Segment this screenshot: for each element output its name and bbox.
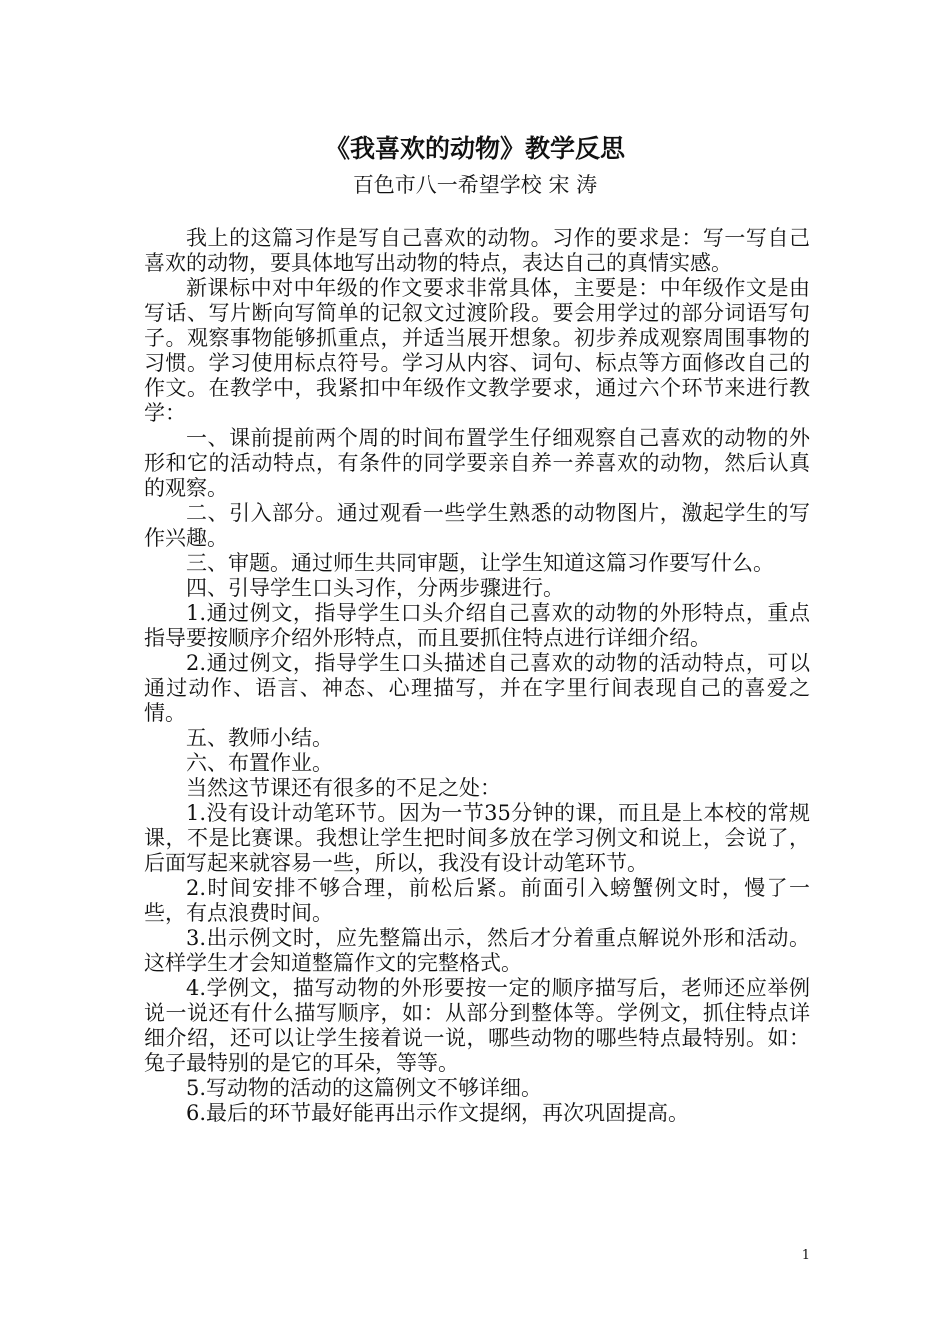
paragraph: 4.学例文，描写动物的外形要按一定的顺序描写后，老师还应举例说一说还有什么描写顺序，如：从部分到整体等。学例文，抓住特点详细介绍，还可以让学生接着说一说，哪些动物的哪些特点最特别。如：兔子最特别的是它的耳朵，等等。 [144, 976, 810, 1075]
paragraph: 五、教师小结。 [186, 726, 333, 750]
paragraph: 当然这节课还有很多的不足之处： [186, 776, 501, 800]
paragraph: 新课标中对中年级的作文要求非常具体，主要是：中年级作文是由写话、写片断向写简单的记叙文过渡阶段。要会用学过的部分词语写句子。观察事物能够抓重点，并适当展开想象。初步养成观察周围事物的习惯。学习使用标点符号。学习从内容、词句、标点等方面修改自己的作文。在教学中，我紧扣中年级作文教学要求，通过六个环节来进行教学： [144, 276, 810, 425]
paragraph: 三、审题。通过师生共同审题，让学生知道这篇习作要写什么。 [186, 551, 774, 575]
paragraph: 5.写动物的活动的这篇例文不够详细。 [186, 1076, 543, 1100]
paragraph: 1.通过例文，指导学生口头介绍自己喜欢的动物的外形特点，重点指导要按顺序介绍外形特点，而且要抓住特点进行详细介绍。 [144, 601, 810, 650]
document-body [144, 226, 810, 1126]
paragraph: 1.没有设计动笔环节。因为一节35分钟的课，而且是上本校的常规课，不是比赛课。我想让学生把时间多放在学习例文和说上，会说了，后面写起来就容易一些，所以，我没有设计动笔环节。 [144, 801, 810, 875]
document-title: 《我喜欢的动物》教学反思 [324, 134, 625, 163]
document-author: 百色市八一希望学校 宋 涛 [352, 173, 598, 197]
paragraph: 二、引入部分。通过观看一些学生熟悉的动物图片，激起学生的写作兴趣。 [144, 501, 810, 550]
paragraph: 3.出示例文时，应先整篇出示，然后才分着重点解说外形和活动。这样学生才会知道整篇作文的完整格式。 [144, 926, 810, 975]
paragraph: 四、引导学生口头习作，分两步骤进行。 [186, 576, 564, 600]
paragraph: 我上的这篇习作是写自己喜欢的动物。习作的要求是：写一写自己喜欢的动物，要具体地写出动物的特点，表达自己的真情实感。 [144, 226, 810, 275]
paragraph: 一、课前提前两个周的时间布置学生仔细观察自己喜欢的动物的外形和它的活动特点，有条件的同学要亲自养一养喜欢的动物，然后认真的观察。 [144, 426, 810, 500]
paragraph: 2.时间安排不够合理，前松后紧。前面引入螃蟹例文时，慢了一些，有点浪费时间。 [144, 876, 810, 925]
paragraph: 六、布置作业。 [186, 751, 333, 775]
paragraph: 6.最后的环节最好能再出示作文提纲，再次巩固提高。 [186, 1101, 690, 1125]
page-number: 1 [801, 1248, 810, 1263]
paragraph: 2.通过例文，指导学生口头描述自己喜欢的动物的活动特点，可以通过动作、语言、神态、心理描写，并在字里行间表现自己的喜爱之情。 [144, 651, 810, 725]
